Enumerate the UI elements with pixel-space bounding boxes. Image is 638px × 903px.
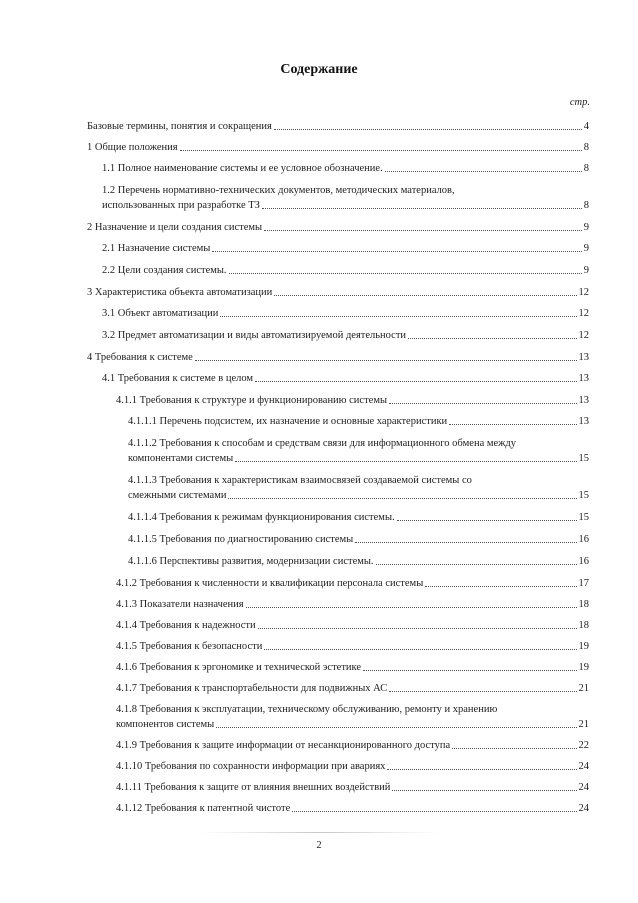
toc-entry-page: 8 bbox=[583, 200, 589, 211]
toc-entry-title: 3 Характеристика объекта автоматизации bbox=[87, 287, 273, 298]
toc-entry[interactable] bbox=[87, 473, 589, 503]
dot-leader bbox=[397, 520, 577, 521]
toc-title: Содержание bbox=[280, 62, 358, 77]
toc-entry-page: 24 bbox=[578, 782, 589, 793]
toc-entry-page: 24 bbox=[578, 803, 589, 814]
toc-entry-title: 4.1.1.5 Требования по диагностированию системы bbox=[128, 534, 354, 545]
toc-entry-title: компонентов системы bbox=[116, 719, 215, 730]
toc-entry-page: 18 bbox=[578, 620, 589, 631]
dot-leader bbox=[392, 790, 576, 791]
dot-leader bbox=[376, 564, 577, 565]
toc-entry-title-line1: 4.1.1.2 Требования к способам и средствам связи для информационного обмена между bbox=[128, 438, 517, 449]
toc-entry-page: 9 bbox=[583, 265, 589, 276]
dot-leader bbox=[385, 171, 582, 172]
toc-entry[interactable] bbox=[87, 161, 589, 176]
toc-entry[interactable] bbox=[87, 241, 589, 256]
toc-entry-page: 8 bbox=[583, 163, 589, 174]
dot-leader bbox=[229, 273, 582, 274]
toc-entry[interactable] bbox=[87, 119, 589, 134]
toc-entry[interactable] bbox=[87, 414, 589, 429]
toc-entry-page: 12 bbox=[578, 330, 589, 341]
toc-entry-page: 4 bbox=[583, 121, 589, 132]
toc-entry[interactable] bbox=[87, 436, 589, 466]
dot-leader bbox=[216, 727, 576, 728]
toc-entry-title-line1: 4.1.8 Требования к эксплуатации, техническому обслуживанию, ремонту и хранению bbox=[116, 704, 498, 715]
toc-entry[interactable] bbox=[87, 576, 589, 591]
table-of-contents bbox=[87, 119, 589, 822]
toc-entry-page: 21 bbox=[578, 719, 589, 730]
toc-entry[interactable] bbox=[87, 702, 589, 732]
toc-entry-title: 4.1.6 Требования к эргономике и технической эстетике bbox=[116, 662, 362, 673]
dot-leader bbox=[195, 360, 577, 361]
toc-entry-title-line1: 1.2 Перечень нормативно-технических документов, методических материалов, bbox=[102, 185, 455, 196]
toc-entry-page: 16 bbox=[578, 556, 589, 567]
toc-entry-page: 24 bbox=[578, 761, 589, 772]
toc-entry[interactable] bbox=[87, 780, 589, 795]
dot-leader bbox=[262, 208, 582, 209]
toc-entry[interactable] bbox=[87, 350, 589, 365]
dot-leader bbox=[212, 251, 581, 252]
toc-entry-page: 19 bbox=[578, 662, 589, 673]
dot-leader bbox=[387, 769, 576, 770]
toc-entry-title: 4.1.1.4 Требования к режимам функционирования системы. bbox=[128, 512, 395, 523]
toc-entry[interactable] bbox=[87, 597, 589, 612]
toc-entry-page: 18 bbox=[578, 599, 589, 610]
footer-divider bbox=[200, 832, 440, 833]
toc-entry[interactable] bbox=[87, 510, 589, 525]
toc-entry-title: 4.1.1.6 Перспективы развития, модернизации системы. bbox=[128, 556, 374, 567]
toc-entry-title: 4.1.9 Требования к защите информации от несанкционированного доступа bbox=[116, 740, 451, 751]
dot-leader bbox=[180, 150, 582, 151]
toc-entry[interactable] bbox=[87, 371, 589, 386]
toc-entry-title: Базовые термины, понятия и сокращения bbox=[87, 121, 272, 132]
toc-entry-page: 17 bbox=[578, 578, 589, 589]
page-number: 2 bbox=[316, 840, 322, 851]
toc-entry-title: 1.1 Полное наименование системы и ее условное обозначение. bbox=[102, 163, 383, 174]
dot-leader bbox=[389, 403, 576, 404]
toc-entry-title-line1: 4.1.1.3 Требования к характеристикам взаимосвязей создаваемой системы со bbox=[128, 475, 472, 486]
dot-leader bbox=[274, 295, 576, 296]
toc-entry-title: 4.1.7 Требования к транспортабельности для подвижных АС bbox=[116, 683, 388, 694]
toc-entry-title: 4 Требования к системе bbox=[87, 352, 193, 363]
toc-entry-title: 4.1 Требования к системе в целом bbox=[102, 373, 254, 384]
toc-entry-title: 4.1.1.1 Перечень подсистем, их назначение и основные характеристики bbox=[128, 416, 448, 427]
dot-leader bbox=[355, 542, 576, 543]
toc-entry-title: 4.1.3 Показатели назначения bbox=[116, 599, 244, 610]
dot-leader bbox=[449, 424, 576, 425]
dot-leader bbox=[425, 586, 576, 587]
toc-entry-title: 3.1 Объект автоматизации bbox=[102, 308, 219, 319]
toc-entry-page: 12 bbox=[578, 308, 589, 319]
toc-entry[interactable] bbox=[87, 328, 589, 343]
toc-entry-title: 3.2 Предмет автоматизации и виды автоматизируемой деятельности bbox=[102, 330, 407, 341]
toc-entry-page: 13 bbox=[578, 395, 589, 406]
toc-entry-title: 4.1.1 Требования к структуре и функционированию системы bbox=[116, 395, 388, 406]
dot-leader bbox=[408, 338, 576, 339]
toc-entry[interactable] bbox=[87, 639, 589, 654]
dot-leader bbox=[452, 748, 576, 749]
toc-entry-page: 12 bbox=[578, 287, 589, 298]
dot-leader bbox=[363, 670, 576, 671]
toc-entry-page: 9 bbox=[583, 243, 589, 254]
toc-entry[interactable] bbox=[87, 681, 589, 696]
toc-entry-page: 19 bbox=[578, 641, 589, 652]
toc-entry-page: 15 bbox=[578, 490, 589, 501]
toc-entry-page: 9 bbox=[583, 222, 589, 233]
toc-entry[interactable] bbox=[87, 183, 589, 213]
toc-entry[interactable] bbox=[87, 140, 589, 155]
toc-entry-title: 4.1.4 Требования к надежности bbox=[116, 620, 256, 631]
toc-entry-page: 13 bbox=[578, 416, 589, 427]
toc-entry-title: компонентами системы bbox=[128, 453, 234, 464]
dot-leader bbox=[258, 628, 577, 629]
page-column-label: стр. bbox=[569, 97, 590, 108]
toc-entry[interactable] bbox=[87, 801, 589, 816]
toc-entry-page: 13 bbox=[578, 352, 589, 363]
toc-entry-title: 2.2 Цели создания системы. bbox=[102, 265, 227, 276]
toc-entry-title: 1 Общие положения bbox=[87, 142, 178, 153]
dot-leader bbox=[255, 381, 576, 382]
dot-leader bbox=[264, 649, 576, 650]
toc-entry-title: 4.1.12 Требования к патентной чистоте bbox=[116, 803, 291, 814]
toc-entry-title: 4.1.10 Требования по сохранности информации при авариях bbox=[116, 761, 386, 772]
toc-entry[interactable] bbox=[87, 220, 589, 235]
toc-entry[interactable] bbox=[87, 263, 589, 278]
toc-entry-title: смежными системами bbox=[128, 490, 227, 501]
dot-leader bbox=[235, 461, 576, 462]
toc-entry[interactable] bbox=[87, 285, 589, 300]
toc-entry-title: использованных при разработке ТЗ bbox=[102, 200, 260, 211]
toc-entry[interactable] bbox=[87, 306, 589, 321]
toc-entry-title: 2.1 Назначение системы bbox=[102, 243, 211, 254]
toc-entry[interactable] bbox=[87, 618, 589, 633]
toc-entry-page: 15 bbox=[578, 453, 589, 464]
dot-leader bbox=[228, 498, 576, 499]
dot-leader bbox=[292, 811, 576, 812]
dot-leader bbox=[389, 691, 576, 692]
toc-entry-title: 4.1.5 Требования к безопасности bbox=[116, 641, 263, 652]
toc-entry-title: 4.1.11 Требования к защите от влияния внешних воздействий bbox=[116, 782, 391, 793]
toc-entry-page: 22 bbox=[578, 740, 589, 751]
toc-entry[interactable] bbox=[87, 738, 589, 753]
dot-leader bbox=[264, 230, 582, 231]
toc-entry[interactable] bbox=[87, 554, 589, 569]
toc-entry[interactable] bbox=[87, 393, 589, 408]
toc-entry-title: 4.1.2 Требования к численности и квалификации персонала системы bbox=[116, 578, 424, 589]
toc-entry-page: 21 bbox=[578, 683, 589, 694]
toc-entry-title: 2 Назначение и цели создания системы bbox=[87, 222, 263, 233]
toc-entry[interactable] bbox=[87, 660, 589, 675]
dot-leader bbox=[246, 607, 577, 608]
dot-leader bbox=[274, 129, 582, 130]
toc-entry-page: 8 bbox=[583, 142, 589, 153]
toc-entry[interactable] bbox=[87, 759, 589, 774]
toc-entry-page: 15 bbox=[578, 512, 589, 523]
dot-leader bbox=[220, 316, 576, 317]
toc-entry[interactable] bbox=[87, 532, 589, 547]
toc-entry-page: 16 bbox=[578, 534, 589, 545]
toc-entry-page: 13 bbox=[578, 373, 589, 384]
